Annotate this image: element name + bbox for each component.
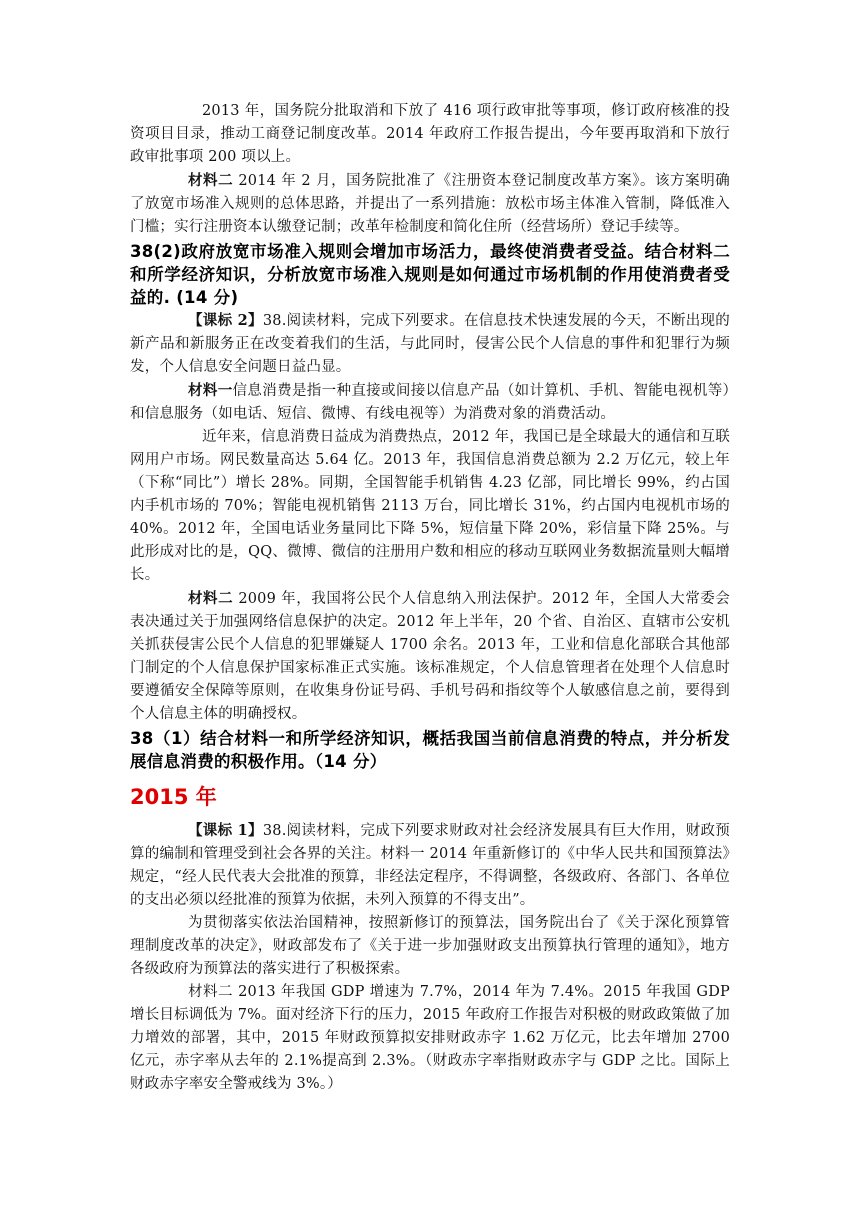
year-heading: 2015 年 (130, 785, 217, 809)
material-label: 材料二 (188, 590, 234, 607)
question-38-1: 38（1）结合材料一和所学经济知识，概括我国当前信息消费的特点，并分析发展信息消费的积极作用。（14 分） (130, 729, 730, 771)
paragraph-kebiao-2-intro (130, 309, 730, 379)
paragraph-2013-approvals: 2013 年，国务院分批取消和下放了 416 项行政审批等事项，修订政府核准的投资项目目录，推动工商登记制度改革。2014 年政府工作报告提出，今年要再取消和下放行政审批事项 200 项以上。 (130, 103, 730, 165)
material-text: 信息消费是指一种直接或间接以信息产品（如计算机、手机、智能电视机等）和信息服务（如电话、短信、微博、有线电视等）为消费对象的消费活动。 (130, 383, 730, 422)
material-label: 材料一 (188, 382, 233, 399)
material-text: 2009 年，我国将公民个人信息纳入刑法保护。2012 年，全国人大常委会表决通过关于加强网络信息保护的决定。2012 年上半年，20 个省、自治区、直辖市公安机关抓获侵害公民个人信息的犯罪嫌疑人 1700 余名。2013 年，工业和信息化部联合其他部门制定的个人信息保护国家标准正式实施。该标准规定，个人信息管理者在处理个人信息时要遵循安全保障等原则，在收集身份证号码、手机号码和指纹等个人敏感信息之前，要得到个人信息主体的明确授权。 (130, 591, 730, 722)
material-label: 材料二 (188, 172, 234, 189)
paragraph-material-2-registration (130, 169, 730, 239)
paragraph-info-consumption-stats: 近年来，信息消费日益成为消费热点，2012 年，我国已是全球最大的通信和互联网用户市场。网民数量高达 5.64 亿。2013 年，我国信息消费总额为 2.2 万亿元，较上年（下称“同比”）增长 28%。同期，全国智能手机销售 4.23 亿部，同比增长 99%，约占国内手机市场的 70%；智能电视机销售 2113 万台，同比增长 31%，约占国内电视机市场的 40%。2012 年，全国电话业务量同比下降 5%，短信量下降 20%，彩信量下降 25%。与此形成对比的是，QQ、微博、微信的注册用户数和相应的移动互联网业务数据流量则大幅增长。 (130, 429, 730, 583)
paragraph-material-2-privacy (130, 587, 730, 726)
paragraph-budget-reform: 为贯彻落实依法治国精神，按照新修订的预算法，国务院出台了《关于深化预算管理制度改革的决定》，财政部发布了《关于进一步加强财政支出预算执行管理的通知》，地方各级政府为预算法的落实进行了积极探索。 (130, 915, 730, 977)
intro-text: 38.阅读材料，完成下列要求财政对社会经济发展具有巨大作用，财政预算的编制和管理受到社会各界的关注。材料一 2014 年重新修订的《中华人民共和国预算法》规定，“经人民代表大会批准的预算，非经法定程序，不得调整，各级政府、各部门、各单位的支出必须以经批准的预算为依据，未列入预算的不得支出”。 (130, 823, 730, 908)
paragraph-material-1-info-consumption (130, 379, 730, 426)
section-tag: 【课标 1】 (188, 822, 263, 839)
intro-text: 38.阅读材料，完成下列要求。在信息技术快速发展的今天，不断出现的新产品和新服务正在改变着我们的生活，与此同时，侵害公民个人信息的事件和犯罪行为频发，个人信息安全问题日益凸显。 (130, 313, 730, 375)
paragraph-kebiao-1-intro (130, 819, 730, 912)
question-38-2: 38(2)政府放宽市场准入规则会增加市场活力，最终使消费者受益。结合材料二和所学经济知识，分析放宽市场准入规则是如何通过市场机制的作用使消费者受益的. (14 分) (130, 242, 730, 307)
material-text: 2014 年 2 月，国务院批准了《注册资本登记制度改革方案》。该方案明确了放宽市场准入规则的总体思路，并提出了一系列措施：放松市场主体准入管制，降低准入门槛；实行注册资本认缴登记制；改革年检制度和简化住所（经营场所）登记手续等。 (130, 173, 730, 235)
section-tag: 【课标 2】 (188, 312, 263, 329)
document-page (130, 100, 730, 1096)
paragraph-material-2-gdp: 材料二 2013 年我国 GDP 增速为 7.7%，2014 年为 7.4%。2015 年我国 GDP 增长目标调低为 7%。面对经济下行的压力，2015 年政府工作报告对积极的财政政策做了加力增效的部署，其中，2015 年财政预算拟安排财政赤字 1.62 万亿元，比去年增加 2700 亿元，赤字率从去年的 2.1%提高到 2.3%。（财政赤字率指财政赤字与 GDP 之比。国际上财政赤字率安全警戒线为 3%。） (130, 984, 730, 1092)
